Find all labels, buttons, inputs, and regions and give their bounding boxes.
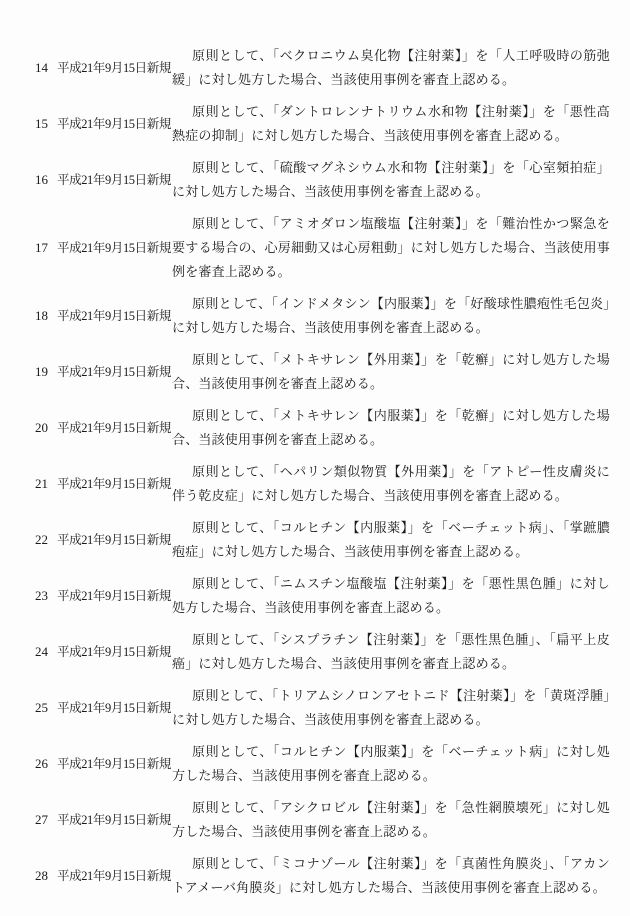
table-row — [35, 212, 610, 284]
table-row — [35, 44, 610, 92]
row-number: 22 — [35, 532, 48, 547]
table-row — [35, 572, 610, 620]
row-text: 原則として、「ヘパリン類似物質【外用薬】」を「アトピー性皮膚炎に伴う乾皮症」に対し処方した場合、当該使用事例を審査上認める。 — [172, 464, 610, 503]
row-text: 原則として、「インドメタシン【内服薬】」を「好酸球性膿疱性毛包炎」に対し処方した場合、当該使用事例を審査上認める。 — [172, 296, 610, 335]
row-number: 20 — [35, 420, 48, 435]
row-text: 原則として、「アシクロビル【注射薬】」を「急性網膜壊死」に対し処方した場合、当該使用事例を審査上認める。 — [172, 800, 610, 839]
row-date: 平成21年9月15日新規 — [57, 757, 171, 771]
row-text: 原則として、「硫酸マグネシウム水和物【注射薬】」を「心室頻拍症」に対し処方した場合、当該使用事例を審査上認める。 — [172, 160, 610, 199]
row-date: 平成21年9月15日新規 — [57, 117, 171, 131]
row-text: 原則として、「コルヒチン【内服薬】」を「ベーチェット病」に対し処方した場合、当該使用事例を審査上認める。 — [172, 744, 610, 783]
table-row — [35, 516, 610, 564]
row-date: 平成21年9月15日新規 — [57, 61, 171, 75]
row-text: 原則として、「コルヒチン【内服薬】」を「ベーチェット病」、「掌蹠膿疱症」に対し処方した場合、当該使用事例を審査上認める。 — [172, 520, 610, 559]
table-row — [35, 292, 610, 340]
row-date: 平成21年9月15日新規 — [57, 477, 171, 491]
row-number: 21 — [35, 476, 48, 491]
table-row — [35, 460, 610, 508]
row-text: 原則として、「ベクロニウム臭化物【注射薬】」を「人工呼吸時の筋弛緩」に対し処方した場合、当該使用事例を審査上認める。 — [172, 48, 610, 87]
row-date: 平成21年9月15日新規 — [57, 589, 171, 603]
row-number: 28 — [35, 868, 48, 883]
table-row — [35, 684, 610, 732]
row-number: 27 — [35, 812, 48, 827]
row-number: 25 — [35, 700, 48, 715]
row-number: 16 — [35, 172, 48, 187]
table-row — [35, 100, 610, 148]
row-number: 24 — [35, 644, 48, 659]
row-number: 15 — [35, 116, 48, 131]
row-date: 平成21年9月15日新規 — [57, 533, 171, 547]
row-date: 平成21年9月15日新規 — [57, 701, 171, 715]
row-number: 18 — [35, 308, 48, 323]
row-date: 平成21年9月15日新規 — [57, 869, 171, 883]
row-date: 平成21年9月15日新規 — [57, 813, 171, 827]
row-number: 19 — [35, 364, 48, 379]
row-text: 原則として、「ダントロレンナトリウム水和物【注射薬】」を「悪性高熱症の抑制」に対し処方した場合、当該使用事例を審査上認める。 — [172, 104, 610, 143]
row-number: 17 — [35, 240, 48, 255]
row-text: 原則として、「トリアムシノロンアセトニド【注射薬】」を「黄斑浮腫」に対し処方した場合、当該使用事例を審査上認める。 — [172, 688, 610, 727]
row-date: 平成21年9月15日新規 — [57, 309, 171, 323]
row-text: 原則として、「ミコナゾール【注射薬】」を「真菌性角膜炎」、「アカントアメーバ角膜炎」に対し処方した場合、当該使用事例を審査上認める。 — [172, 856, 610, 895]
table-row — [35, 852, 610, 900]
table-row — [35, 628, 610, 676]
row-text: 原則として、「シスプラチン【注射薬】」を「悪性黒色腫」、「扁平上皮癌」に対し処方した場合、当該使用事例を審査上認める。 — [172, 632, 610, 671]
row-text: 原則として、「メトキサレン【内服薬】」を「乾癬」に対し処方した場合、当該使用事例を審査上認める。 — [172, 408, 610, 447]
table-row — [35, 404, 610, 452]
table-row — [35, 796, 610, 844]
row-date: 平成21年9月15日新規 — [57, 421, 171, 435]
table-row — [35, 156, 610, 204]
row-date: 平成21年9月15日新規 — [57, 645, 171, 659]
row-text: 原則として、「ニムスチン塩酸塩【注射薬】」を「悪性黒色腫」に対し処方した場合、当該使用事例を審査上認める。 — [172, 576, 610, 615]
table-row — [35, 348, 610, 396]
row-number: 14 — [35, 60, 48, 75]
row-number: 26 — [35, 756, 48, 771]
row-date: 平成21年9月15日新規 — [57, 241, 171, 255]
row-date: 平成21年9月15日新規 — [57, 173, 171, 187]
row-text: 原則として、「メトキサレン【外用薬】」を「乾癬」に対し処方した場合、当該使用事例を審査上認める。 — [172, 352, 610, 391]
table-row — [35, 740, 610, 788]
row-text: 原則として、「アミオダロン塩酸塩【注射薬】」を「難治性かつ緊急を要する場合の、心房細動又は心房粗動」に対し処方した場合、当該使用事例を審査上認める。 — [172, 216, 610, 279]
row-number: 23 — [35, 588, 48, 603]
row-date: 平成21年9月15日新規 — [57, 365, 171, 379]
